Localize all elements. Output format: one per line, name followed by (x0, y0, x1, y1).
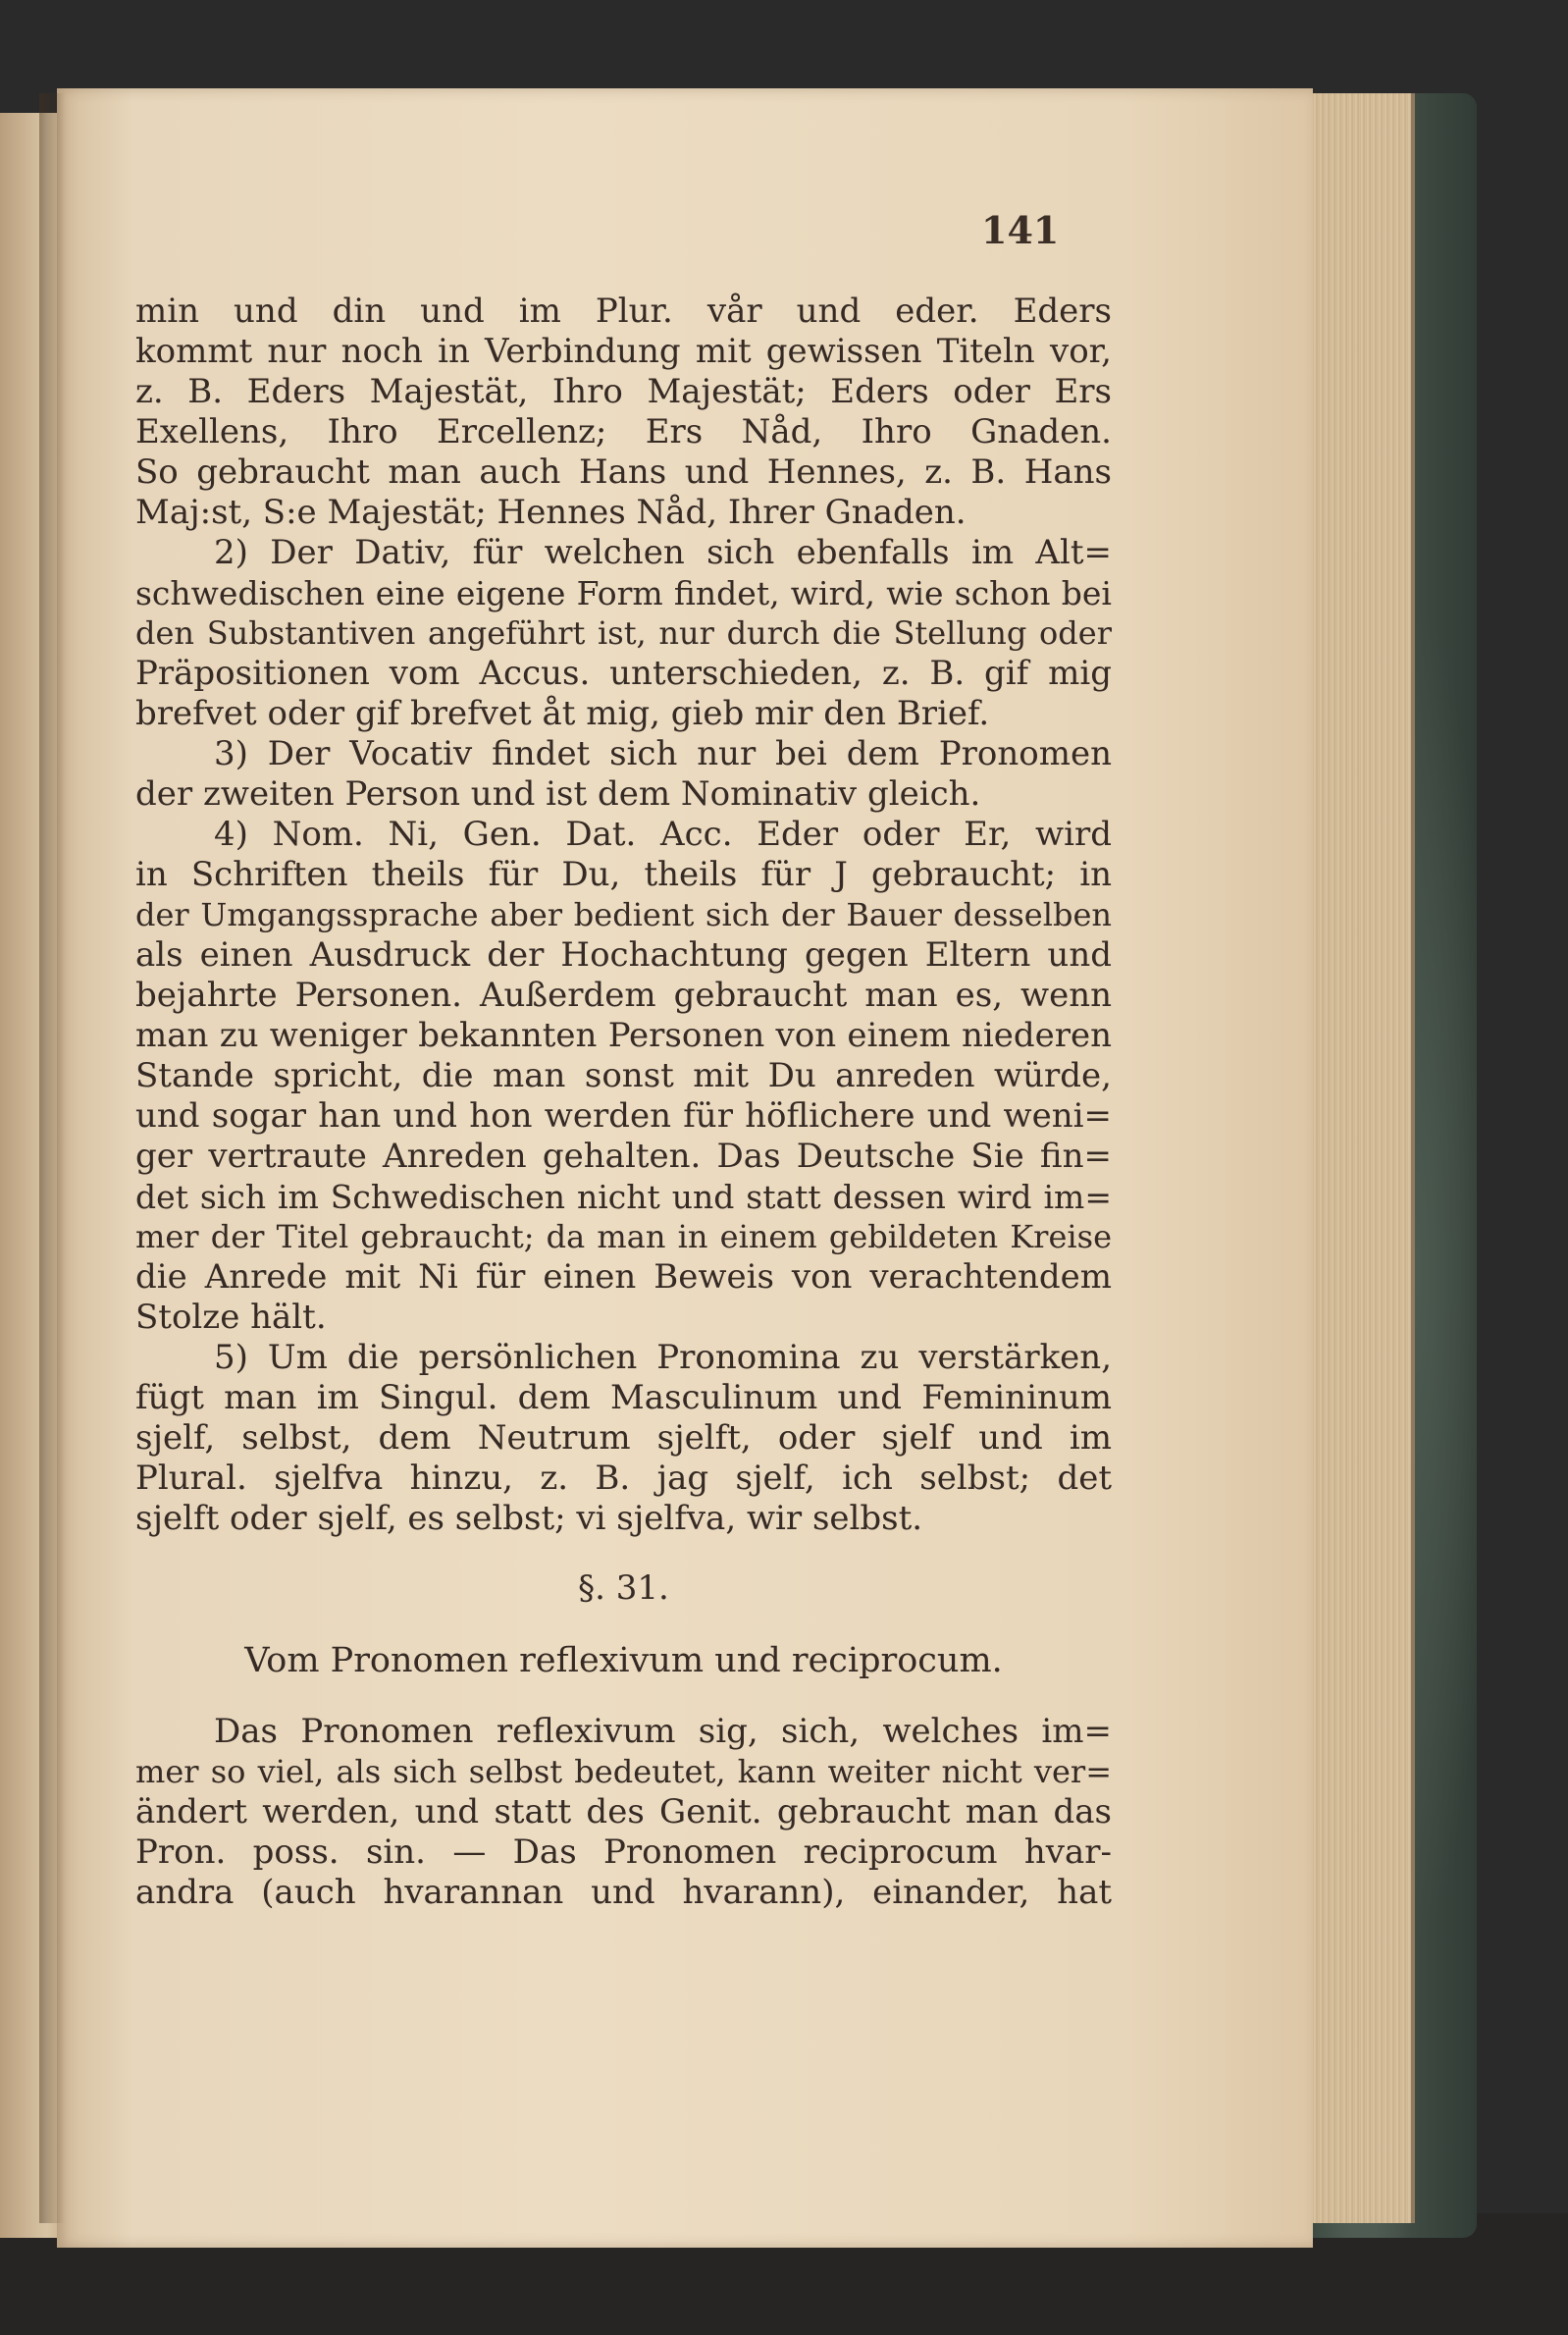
text-line: 3) Der Vocativ findet sich nur bei dem Pronomen (214, 734, 1112, 773)
text-line: als einen Ausdruck der Hochachtung gegen Eltern und (135, 935, 1112, 975)
text-line: brefvet oder gif brefvet åt mig, gieb mir den Brief. (135, 694, 990, 733)
text-line: So gebraucht man auch Hans und Hennes, z. B. Hans (135, 452, 1112, 492)
text-line: Stande spricht, die man sonst mit Du anreden würde, (135, 1056, 1112, 1095)
text-line: der zweiten Person und ist dem Nominativ gleich. (135, 774, 981, 814)
text-line: andra (auch hvarannan und hvarann), einander, hat (135, 1873, 1112, 1912)
paragraph-block-2 (135, 1712, 1112, 1913)
text-line: ändert werden, und statt des Genit. gebraucht man das (135, 1792, 1112, 1831)
text-line: den Substantiven angeführt ist, nur durch die Stellung oder (135, 614, 1112, 652)
text-line: Stolze hält. (135, 1298, 327, 1337)
section-title: Vom Pronomen reflexivum und reciprocum. (244, 1641, 1003, 1680)
text-line: min und din und im Plur. vår und eder. Eders (135, 292, 1112, 331)
text-line: mer der Titel gebraucht; da man in einem gebildeten Kreise (135, 1218, 1112, 1255)
text-line: Maj:st, S:e Majestät; Hennes Nåd, Ihrer Gnaden. (135, 493, 967, 532)
text-line: schwedischen eine eigene Form findet, wird, wie schon bei (135, 574, 1112, 612)
text-line: Präpositionen vom Accus. unterschieden, z. B. gif mig (135, 654, 1112, 693)
text-line: die Anrede mit Ni für einen Beweis von verachtendem (135, 1257, 1112, 1297)
page-gutter-shadow (39, 93, 65, 2223)
paragraph-block-1 (135, 292, 1112, 1539)
page-number: 141 (981, 208, 1060, 252)
text-line: Das Pronomen reflexivum sig, sich, welches im= (214, 1712, 1112, 1751)
text-line: und sogar han und hon werden für höflichere und weni= (135, 1096, 1112, 1136)
text-line: sjelf, selbst, dem Neutrum sjelft, oder sjelf und im (135, 1418, 1112, 1458)
text-line: kommt nur noch in Verbindung mit gewissen Titeln vor, (135, 332, 1112, 371)
text-line: ger vertraute Anreden gehalten. Das Deutsche Sie fin= (135, 1137, 1112, 1176)
section-heading: §. 31. (578, 1568, 669, 1608)
text-line: sjelft oder sjelf, es selbst; vi sjelfva, wir selbst. (135, 1499, 923, 1538)
text-line: Pron. poss. sin. — Das Pronomen reciprocum hvar- (135, 1832, 1112, 1872)
text-line: 5) Um die persönlichen Pronomina zu verstärken, (214, 1338, 1112, 1377)
text-line: det sich im Schwedischen nicht und statt dessen wird im= (135, 1178, 1112, 1216)
text-line: man zu weniger bekannten Personen von einem niederen (135, 1016, 1112, 1055)
text-line: z. B. Eders Majestät, Ihro Majestät; Eders oder Ers (135, 372, 1112, 411)
text-line: der Umgangssprache aber bedient sich der Bauer desselben (135, 896, 1112, 933)
text-line: Exellens, Ihro Ercellenz; Ers Nåd, Ihro Gnaden. (135, 412, 1112, 451)
page-text (135, 292, 1112, 1913)
text-line: bejahrte Personen. Außerdem gebraucht man es, wenn (135, 976, 1112, 1015)
text-line: fügt man im Singul. dem Masculinum und Femininum (135, 1378, 1112, 1417)
text-line: in Schriften theils für Du, theils für J gebraucht; in (135, 855, 1112, 894)
text-line: mer so viel, als sich selbst bedeutet, kann weiter nicht ver= (135, 1753, 1112, 1790)
text-line: 4) Nom. Ni, Gen. Dat. Acc. Eder oder Er, wird (214, 815, 1112, 854)
text-line: Plural. sjelfva hinzu, z. B. jag sjelf, ich selbst; det (135, 1459, 1112, 1498)
text-line: 2) Der Dativ, für welchen sich ebenfalls im Alt= (214, 533, 1112, 572)
